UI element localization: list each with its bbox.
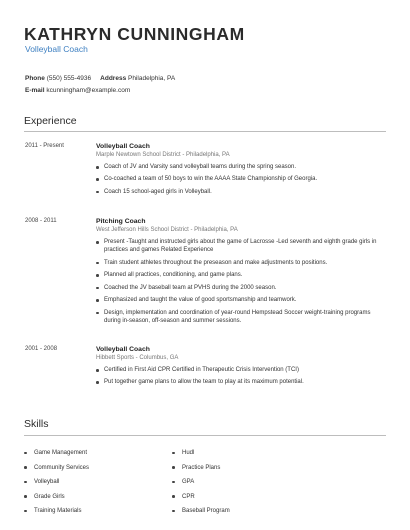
- skills-list-right: [172, 449, 230, 522]
- job-bullet: Coach 15 school-aged girls in Volleyball.: [96, 188, 386, 196]
- job-bullet: Certified in First Aid CPR Certified in Therapeutic Crisis Intervention (TCI): [96, 366, 386, 374]
- skill-item: Grade Girls: [24, 493, 89, 508]
- skills-list-left: [24, 449, 89, 522]
- job-bullet: Train student athletes throughout the preseason and make adjustments to positions.: [96, 259, 386, 267]
- skill-item: Volleyball: [24, 478, 89, 493]
- skill-item: Community Services: [24, 464, 89, 479]
- email-value: kcunningham@example.com: [46, 87, 131, 94]
- job-employer: Marple Newtown School District - Philadelphia, PA: [96, 152, 230, 158]
- email-label: E-mail: [25, 87, 45, 94]
- experience-heading: Experience: [24, 115, 77, 127]
- job-bullet: Emphasized and taught the value of good sportsmanship and teamwork.: [96, 296, 386, 304]
- experience-divider: [24, 131, 386, 132]
- address-label: Address: [100, 75, 127, 82]
- phone-label: Phone: [25, 75, 45, 82]
- job-bullet: Coach of JV and Varsity sand volleyball teams during the spring season.: [96, 163, 386, 171]
- skill-item: CPR: [172, 493, 230, 508]
- skill-item: GPA: [172, 478, 230, 493]
- job-bullet: Present -Taught and instructed girls about the game of Lacrosse -Led seventh and eighth grade girls in practices and games Related Experience: [96, 238, 386, 255]
- address-value: Philadelphia, PA: [128, 75, 176, 82]
- job-dates: 2011 - Present: [25, 143, 64, 149]
- skill-item: Hudl: [172, 449, 230, 464]
- candidate-name: KATHRYN CUNNINGHAM: [24, 24, 245, 44]
- job-title: Pitching Coach: [96, 218, 146, 225]
- job-bullet: Put together game plans to allow the team to play at its maximum potential.: [96, 378, 386, 386]
- job-bullet: Design, implementation and coordination of year-round Hempstead Soccer weight-training programs during in-season, off-season and summer sessions.: [96, 309, 386, 326]
- phone-value: (550) 555-4936: [46, 75, 92, 82]
- job-employer: West Jefferson Hills School District - Philadelphia, PA: [96, 227, 238, 233]
- job-title: Volleyball Coach: [96, 346, 150, 353]
- job-bullets: [96, 366, 386, 391]
- contact-email-row: [25, 87, 130, 94]
- job-bullet: Planned all practices, conditioning, and game plans.: [96, 271, 386, 279]
- skill-item: Practice Plans: [172, 464, 230, 479]
- job-title: Volleyball Coach: [96, 143, 150, 150]
- job-dates: 2001 - 2008: [25, 346, 58, 352]
- skill-item: Baseball Program: [172, 507, 230, 522]
- skill-item: Training Materials: [24, 507, 89, 522]
- candidate-title: Volleyball Coach: [25, 44, 88, 54]
- skills-heading: Skills: [24, 418, 49, 430]
- contact-phone-row: [25, 75, 175, 82]
- job-bullets: [96, 238, 386, 330]
- job-employer: Hibbett Sports - Columbus, GA: [96, 355, 179, 361]
- job-bullet: Coached the JV baseball team at PVHS during the 2000 season.: [96, 284, 386, 292]
- job-bullet: Co-coached a team of 50 boys to win the AAAA State Championship of Georgia.: [96, 175, 386, 183]
- job-bullets: [96, 163, 386, 200]
- job-dates: 2008 - 2011: [25, 218, 57, 224]
- skill-item: Game Management: [24, 449, 89, 464]
- skills-divider: [24, 435, 386, 436]
